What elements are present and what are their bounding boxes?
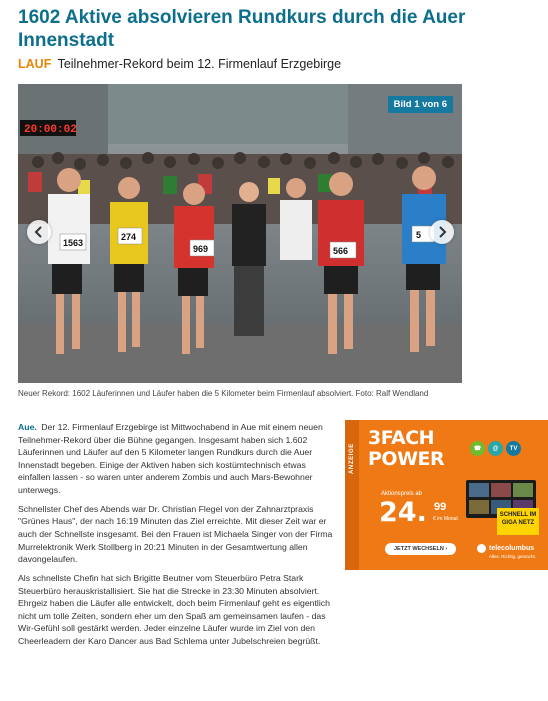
- ad-cta-button[interactable]: JETZT WECHSELN ›: [385, 543, 456, 555]
- ad-price: 24.: [379, 497, 427, 528]
- article-paragraph: Als schnellste Chefin hat sich Brigitte Beutner vom Steuerbüro Petra Stark Steuerbüro herauskristallisiert. Sie hat die Strecke in 23:30 Minuten absolviert. Ehrgeiz haben die Läufer alle entwickelt, doch beim Firmenlauf geht es eigentlich nicht um tolle Zeiten, sondern eher um den Spaß am gemeinsamen laufen - das Wir-Gefühl soll gestärkt werden. Jeder einzelne Läufer wurde im Ziel von den Cheerleadern der Karo Dancer aus Bad Schlema unter Jubelschreien begrüßt.: [18, 572, 330, 646]
- ad-headline: 3FACH: [368, 427, 435, 449]
- ad-price-cents: 99: [434, 501, 447, 513]
- internet-icon: @: [488, 441, 503, 456]
- gallery-photo: [18, 84, 462, 383]
- image-caption: Neuer Rekord: 1602 Läuferinnen und Läufer haben die 5 Kilometer beim Firmenlauf absolviert. Foto: Ralf Wendland: [18, 389, 429, 398]
- gallery-next-button[interactable]: [430, 220, 454, 244]
- finish-timer: 20:00:02: [24, 124, 77, 136]
- article-subline-text: Teilnehmer-Rekord beim 12. Firmenlauf Erzgebirge: [57, 57, 342, 71]
- article-headline: 1602 Aktive absolvieren Rundkurs durch die Auer Innenstadt: [18, 7, 466, 51]
- ad-brand-name: telecolumbus: [489, 545, 535, 552]
- article-body: [18, 421, 336, 654]
- bib-number: 566: [333, 246, 349, 256]
- chevron-left-icon: [33, 226, 45, 238]
- article-subline: [18, 57, 533, 72]
- advertisement-banner[interactable]: [345, 420, 548, 570]
- article-paragraph-text: Der 12. Firmenlauf Erzgebirge ist Mittwochabend in Aue mit einem neuen Teilnehmer-Rekord über die Bühne gegangen. Insgesamt haben sich 1.602 Läuferinnen und Läufer auf den 5 Kilometer langen Rundkurs durch die Auer Innenstadt begeben. Einige der Aktiven haben sich kostümtechnisch etwas einfallen lassen - so waren unter anderem Zombis und auch Mars-Bewohner unterwegs.: [18, 422, 323, 495]
- ad-price-unit: € im Monat: [433, 516, 458, 522]
- article-paragraph: Schnellster Chef des Abends war Dr. Christian Flegel von der Zahnarztpraxis "Grünes Haus", der nach 16:19 Minuten das Ziel erreichte. Mit dieser Zeit war er auch der Schnellste insgesamt. Bei den Frauen ist Michaela Singer von der Firma Murrelektronik Werk Stollberg in 20:21 Minuten in der Gesamtwertung allen davongelaufen.: [18, 503, 333, 565]
- ad-brand-logo: [477, 544, 534, 553]
- chevron-right-icon: [436, 226, 448, 238]
- article-location: Aue.: [18, 422, 37, 432]
- gallery-counter-badge: Bild 1 von 6: [388, 96, 453, 113]
- phone-icon: ☎: [470, 441, 485, 456]
- bib-number: 5: [416, 230, 422, 240]
- ad-brand-tagline: Alles. Richtig. gemacht.: [489, 554, 537, 559]
- tv-icon: TV: [506, 441, 521, 456]
- bib-number: 969: [193, 244, 209, 254]
- ad-speed-badge: SCHNELL IM GIGA NETZ: [497, 508, 539, 535]
- ad-service-icons: [470, 441, 521, 456]
- bib-number: 274: [121, 232, 137, 242]
- bib-number: 1563: [63, 238, 84, 248]
- ad-label-text: ANZEIGE: [349, 443, 355, 474]
- brand-logo-icon: [477, 544, 486, 553]
- article-paragraph: [18, 421, 336, 497]
- ad-price-label: Aktionspreis ab: [381, 491, 423, 497]
- article-kicker: LAUF: [18, 57, 52, 71]
- ad-headline: POWER: [368, 448, 445, 470]
- ad-label: [345, 420, 359, 570]
- gallery-prev-button[interactable]: [27, 220, 51, 244]
- image-gallery[interactable]: [18, 84, 462, 383]
